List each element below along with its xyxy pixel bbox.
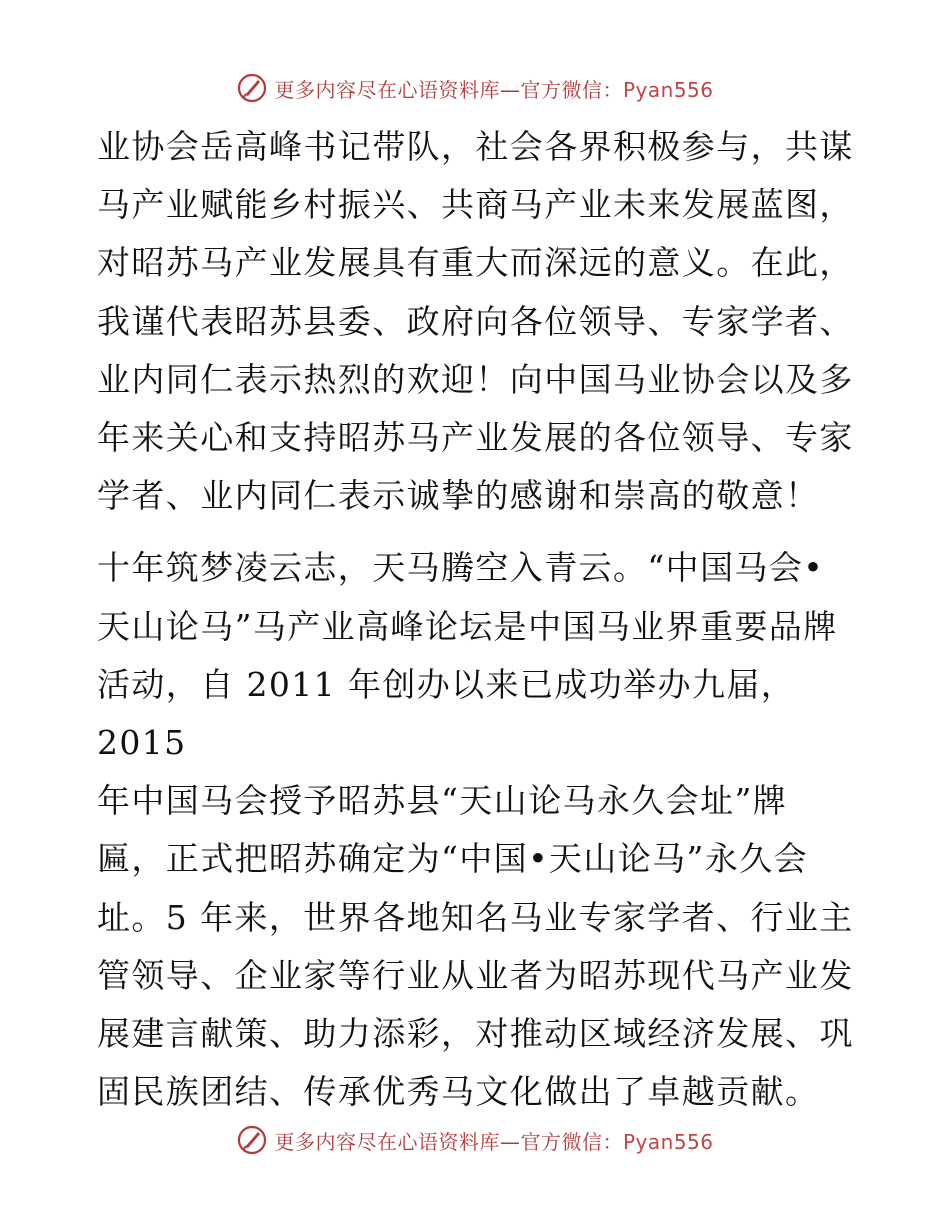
watermark-text: 更多内容尽在心语资料库—官方微信：Pyan556 — [274, 1129, 714, 1154]
quill-logo-icon — [236, 72, 268, 104]
line: 活动，自 2011 年创办以来已成功举办九届，2015 — [97, 664, 796, 763]
line: 我谨代表昭苏县委、政府向各位领导、专家学者、 — [97, 301, 854, 341]
document-body — [97, 118, 867, 1121]
line: 十年筑梦凌云志，天马腾空入青云。“中国马会• — [97, 548, 825, 588]
line: 管领导、企业家等行业从业者为昭苏现代马产业发 — [97, 955, 854, 995]
footer-watermark — [0, 1120, 950, 1160]
header-watermark — [0, 68, 950, 108]
quill-logo-icon — [236, 1124, 268, 1156]
line: 固民族团结、传承优秀马文化做出了卓越贡献。 — [97, 1072, 820, 1112]
line: 学者、业内同仁表示诚挚的感谢和崇高的敬意！ — [97, 476, 820, 516]
line: 址。5 年来，世界各地知名马业专家学者、行业主 — [97, 897, 854, 937]
watermark-text: 更多内容尽在心语资料库—官方微信：Pyan556 — [274, 77, 714, 102]
line: 业协会岳高峰书记带队，社会各界积极参与，共谋 — [97, 127, 854, 166]
line: 年中国马会授予昭苏县“天山论马永久会址”牌 — [97, 781, 788, 821]
line: 天山论马”马产业高峰论坛是中国马业界重要品牌 — [97, 606, 838, 646]
line: 展建言献策、助力添彩，对推动区域经济发展、巩 — [97, 1014, 854, 1054]
line: 对昭苏马产业发展具有重大而深远的意义。在此， — [97, 243, 854, 283]
watermark-wechat-id: Pyan556 — [622, 1129, 714, 1154]
paragraph-2 — [97, 539, 867, 1121]
paragraph-1 — [97, 118, 867, 525]
line: 马产业赋能乡村振兴、共商马产业未来发展蓝图， — [97, 185, 854, 225]
watermark-wechat-id: Pyan556 — [622, 77, 714, 102]
line: 业内同仁表示热烈的欢迎！向中国马业协会以及多 — [97, 359, 854, 399]
line: 年来关心和支持昭苏马产业发展的各位领导、专家 — [97, 418, 854, 458]
line: 匾，正式把昭苏确定为“中国•天山论马”永久会 — [97, 839, 809, 879]
